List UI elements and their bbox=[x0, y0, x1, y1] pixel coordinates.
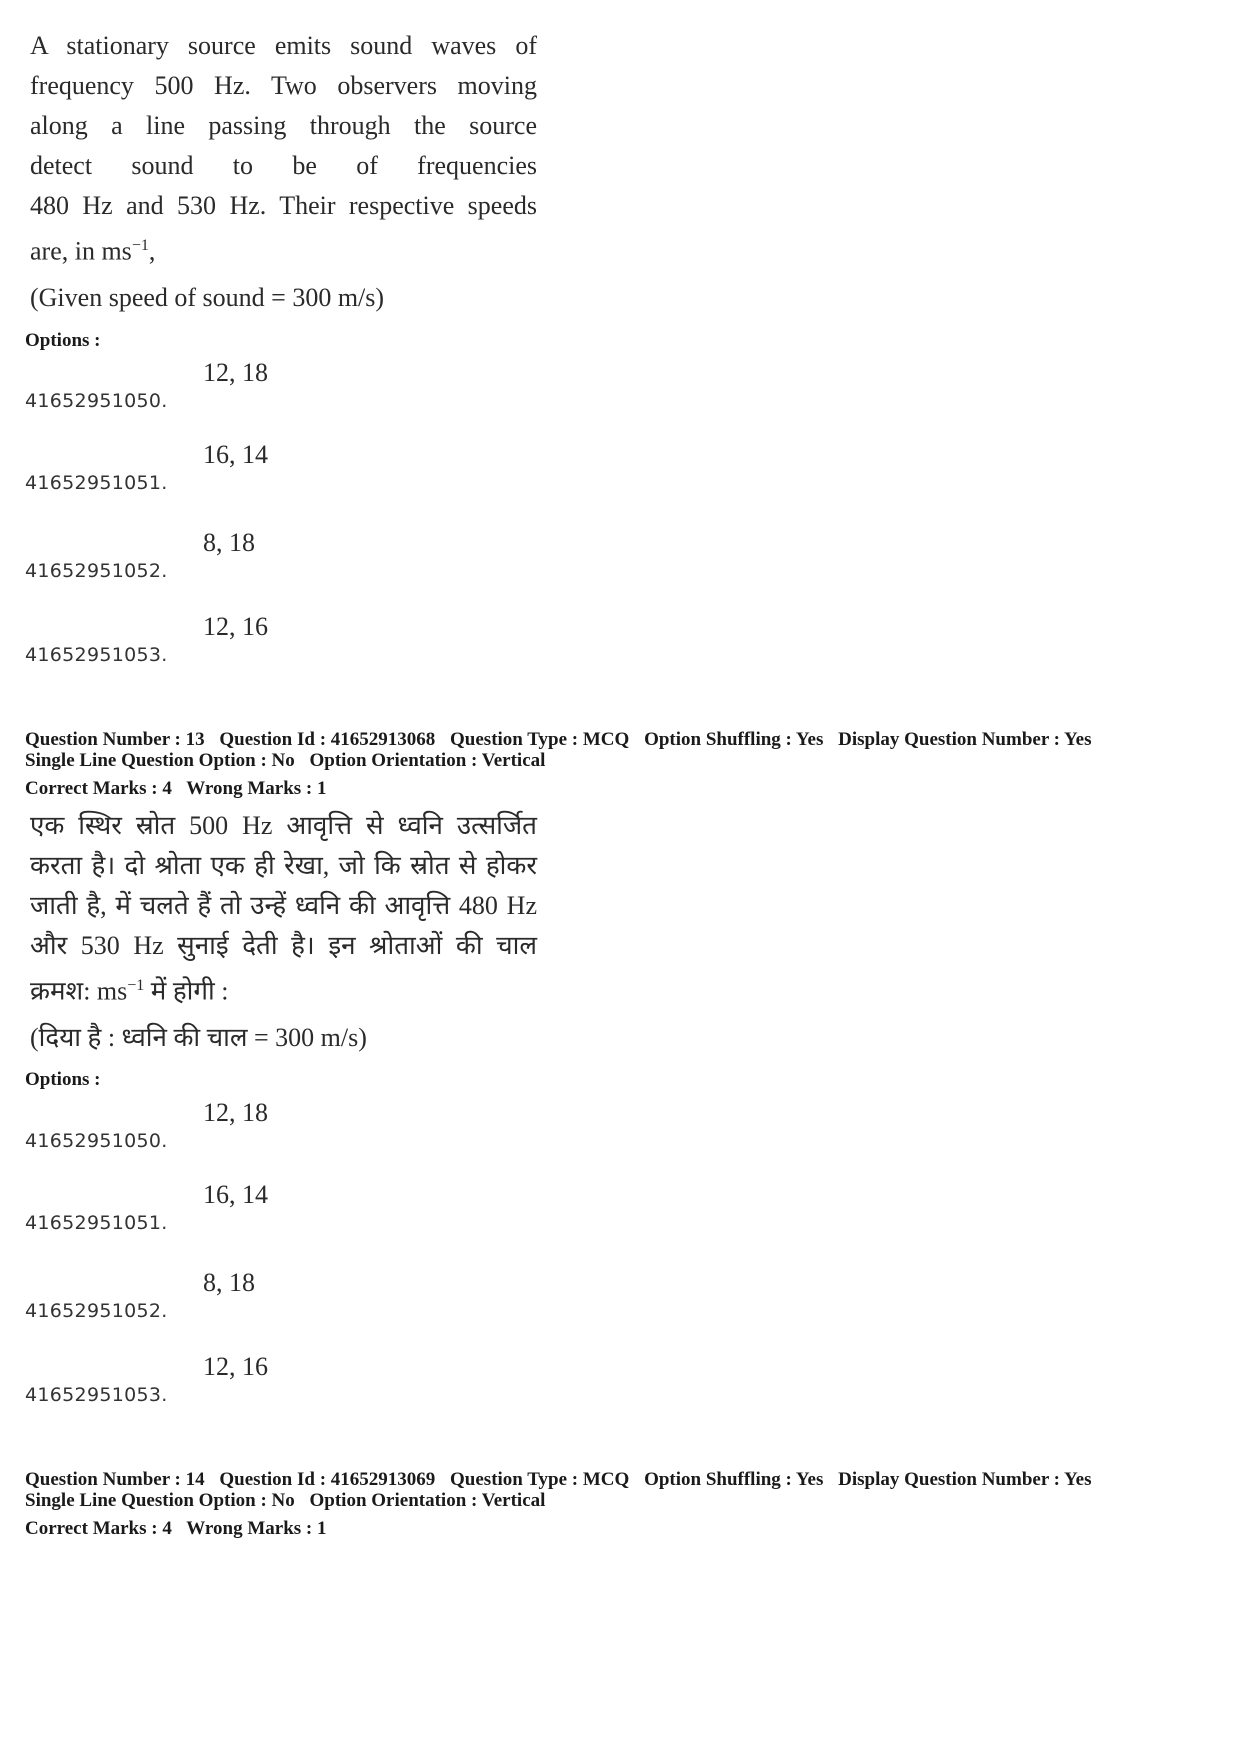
option-shuffling: Option Shuffling : Yes bbox=[644, 729, 824, 750]
question-type: Question Type : MCQ bbox=[450, 1469, 630, 1490]
option-item[interactable] bbox=[25, 528, 425, 588]
option-id: 41652951052. bbox=[25, 560, 168, 582]
question-line: along a line passing through the source bbox=[30, 111, 537, 140]
option-item[interactable] bbox=[25, 1352, 425, 1412]
options-label: Options : bbox=[25, 330, 101, 351]
option-item[interactable] bbox=[25, 1268, 425, 1328]
question-line: detect sound to be of frequencies bbox=[30, 151, 537, 180]
option-answer: 12, 18 bbox=[203, 358, 268, 387]
superscript: −1 bbox=[131, 237, 149, 254]
option-item[interactable] bbox=[25, 1098, 425, 1158]
question-line: और 530 Hz सुनाई देती है। इन श्रोताओं की चाल bbox=[30, 931, 537, 960]
question-line: जाती है, में चलते हैं तो उन्हें ध्वनि की आवृत्ति 480 Hz bbox=[30, 891, 537, 920]
option-id: 41652951051. bbox=[25, 1212, 168, 1234]
option-id: 41652951053. bbox=[25, 644, 168, 666]
meta-line-1 bbox=[25, 729, 1101, 750]
option-shuffling: Option Shuffling : Yes bbox=[644, 1469, 824, 1490]
question-13-marks bbox=[25, 778, 336, 800]
correct-marks: Correct Marks : 4 bbox=[25, 1518, 172, 1539]
option-id: 41652951050. bbox=[25, 390, 168, 412]
question-line: करता है। दो श्रोता एक ही रेखा, जो कि स्रोत से होकर bbox=[30, 851, 537, 880]
option-item[interactable] bbox=[25, 1180, 425, 1240]
question-13-text bbox=[30, 806, 537, 1058]
question-14-marks bbox=[25, 1518, 336, 1540]
question-13-meta bbox=[25, 729, 1101, 771]
superscript: −1 bbox=[127, 977, 145, 994]
question-line: 480 Hz and 530 Hz. Their respective speeds bbox=[30, 191, 537, 220]
option-item[interactable] bbox=[25, 612, 425, 672]
option-orientation: Option Orientation : Vertical bbox=[309, 750, 546, 771]
single-line-option: Single Line Question Option : No bbox=[25, 750, 295, 771]
question-line-tail: , bbox=[148, 236, 156, 266]
option-id: 41652951053. bbox=[25, 1384, 168, 1406]
option-answer: 16, 14 bbox=[203, 440, 268, 469]
question-number: Question Number : 14 bbox=[25, 1469, 205, 1490]
question-id: Question Id : 41652913069 bbox=[219, 1469, 436, 1490]
question-line bbox=[30, 966, 537, 1012]
option-answer: 12, 16 bbox=[203, 1352, 268, 1381]
question-type: Question Type : MCQ bbox=[450, 729, 630, 750]
question-line-tail: में होगी : bbox=[144, 976, 229, 1006]
display-question-number: Display Question Number : Yes bbox=[838, 729, 1092, 750]
question-line: A stationary source emits sound waves of bbox=[30, 31, 537, 60]
option-answer: 8, 18 bbox=[203, 1268, 255, 1297]
given-note: (Given speed of sound = 300 m/s) bbox=[30, 282, 385, 312]
question-line: एक स्थिर स्रोत 500 Hz आवृत्ति से ध्वनि उत्सर्जित bbox=[30, 811, 537, 840]
option-answer: 8, 18 bbox=[203, 528, 255, 557]
option-id: 41652951052. bbox=[25, 1300, 168, 1322]
option-id: 41652951051. bbox=[25, 472, 168, 494]
wrong-marks: Wrong Marks : 1 bbox=[186, 1518, 327, 1539]
question-line-text: are, in ms bbox=[30, 236, 132, 266]
option-answer: 12, 18 bbox=[203, 1098, 268, 1127]
question-line bbox=[30, 226, 537, 272]
option-orientation: Option Orientation : Vertical bbox=[309, 1490, 546, 1511]
question-line-text: क्रमश: ms bbox=[30, 976, 128, 1006]
option-answer: 12, 16 bbox=[203, 612, 268, 641]
question-14-meta bbox=[25, 1469, 1101, 1511]
question-line: frequency 500 Hz. Two observers moving bbox=[30, 71, 537, 100]
given-note: (दिया है : ध्वनि की चाल = 300 m/s) bbox=[30, 1022, 367, 1052]
question-id: Question Id : 41652913068 bbox=[219, 729, 436, 750]
wrong-marks: Wrong Marks : 1 bbox=[186, 778, 327, 799]
meta-line-2 bbox=[25, 750, 1101, 771]
meta-line-1 bbox=[25, 1469, 1101, 1490]
option-answer: 16, 14 bbox=[203, 1180, 268, 1209]
options-label: Options : bbox=[25, 1069, 101, 1090]
single-line-option: Single Line Question Option : No bbox=[25, 1490, 295, 1511]
meta-line-2 bbox=[25, 1490, 1101, 1511]
question-number: Question Number : 13 bbox=[25, 729, 205, 750]
correct-marks: Correct Marks : 4 bbox=[25, 778, 172, 799]
question-12-text bbox=[30, 26, 537, 318]
option-item[interactable] bbox=[25, 358, 425, 418]
option-item[interactable] bbox=[25, 440, 425, 500]
display-question-number: Display Question Number : Yes bbox=[838, 1469, 1092, 1490]
option-id: 41652951050. bbox=[25, 1130, 168, 1152]
